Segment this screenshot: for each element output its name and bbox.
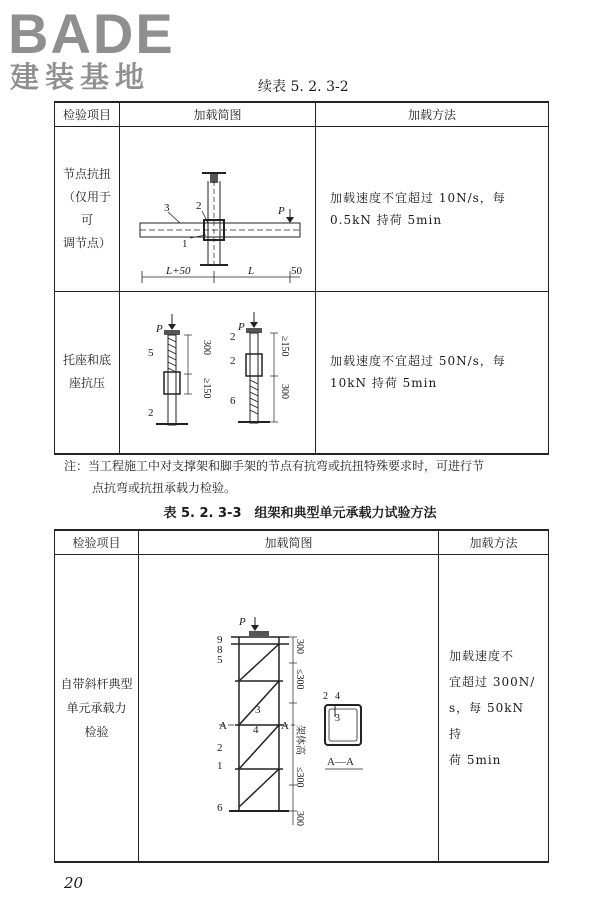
diagram-label: 5 bbox=[217, 653, 223, 666]
dimension-label: L bbox=[248, 264, 255, 277]
diagram-label: 3 bbox=[335, 712, 340, 724]
dimension-label: 300 bbox=[201, 339, 212, 355]
table-row bbox=[55, 554, 549, 862]
table1-row2-diagram-cell bbox=[120, 291, 316, 454]
table1-row2-method: 加载速度不宜超过 50N/s，每 10kN 持荷 5min bbox=[316, 291, 549, 454]
diagram-label: 3 bbox=[164, 201, 170, 214]
table1-row2-item: 托座和底 座抗压 bbox=[55, 291, 120, 454]
table2-row1-item: 自带斜杆典型 单元承载力 检验 bbox=[55, 554, 139, 862]
table1-row1-diagram-cell bbox=[120, 126, 316, 291]
table2-row1-diagram-cell bbox=[139, 554, 439, 862]
diagram-label: 9 bbox=[217, 633, 223, 646]
dimension-label: ≤300 bbox=[294, 766, 305, 787]
diagram-label: 2 bbox=[217, 741, 223, 754]
diagram-label: 3 bbox=[255, 703, 261, 716]
diagram-label: 2 bbox=[323, 690, 328, 702]
table2 bbox=[54, 529, 549, 863]
dimension-label: 300 bbox=[279, 383, 290, 399]
page-number: 20 bbox=[64, 874, 84, 892]
diagram-label: 2 bbox=[230, 354, 236, 367]
diagram-label: 6 bbox=[230, 394, 236, 407]
load-label: P bbox=[239, 615, 246, 628]
dimension-label: 300 bbox=[294, 810, 305, 826]
section-mark: A bbox=[281, 719, 289, 732]
frame-unit-diagram bbox=[139, 555, 439, 858]
table1 bbox=[54, 101, 549, 455]
table2-header-diagram: 加载简图 bbox=[139, 530, 439, 554]
diagram-label: 5 bbox=[148, 346, 154, 359]
dimension-label: 50 bbox=[291, 264, 302, 277]
table1-header-item: 检验项目 bbox=[55, 102, 120, 126]
dimension-label: 300 bbox=[294, 638, 305, 654]
base-compression-diagram bbox=[120, 292, 316, 450]
table2-header-method: 加载方法 bbox=[439, 530, 549, 554]
table1-row1-method: 加载速度不宜超过 10N/s，每 0.5kN 持荷 5min bbox=[316, 126, 549, 291]
brand-logo: BADE bbox=[8, 2, 175, 65]
table1-header-diagram: 加载简图 bbox=[120, 102, 316, 126]
diagram-label: 6 bbox=[217, 801, 223, 814]
dimension-label: ≤300 bbox=[294, 668, 305, 689]
load-label: P bbox=[238, 320, 245, 333]
dimension-label: ≥150 bbox=[279, 335, 290, 356]
diagram-label: 2 bbox=[148, 406, 154, 419]
table2-row1-method: 加载速度不 宜超过 300N/ s，每 50kN 持 荷 5min bbox=[439, 554, 549, 862]
brand-subtitle: 建装基地 bbox=[10, 60, 151, 94]
table-row bbox=[55, 291, 549, 454]
dimension-label: 架体高 bbox=[294, 724, 305, 755]
table1-row1-item: 节点抗扭 （仅用于可 调节点） bbox=[55, 126, 120, 291]
dimension-label: L+50 bbox=[166, 264, 191, 277]
table1-header-row bbox=[55, 102, 549, 126]
table1-caption: 续表 5. 2. 3-2 bbox=[258, 79, 349, 95]
diagram-label: 8 bbox=[217, 643, 223, 656]
table2-header-item: 检验项目 bbox=[55, 530, 139, 554]
diagram-label: 1 bbox=[217, 759, 223, 772]
table-row bbox=[55, 126, 549, 291]
table1-note: 注：当工程施工中对支撑架和脚手架的节点有抗弯或抗扭特殊要求时，可进行节 点抗弯或抗扭承载力检验。 bbox=[64, 459, 485, 495]
table2-caption: 表 5. 2. 3-3 组架和典型单元承载力试验方法 bbox=[163, 506, 437, 521]
diagram-label: 4 bbox=[335, 690, 340, 702]
dimension-label: ≥150 bbox=[201, 377, 212, 398]
table1-header-method: 加载方法 bbox=[316, 102, 549, 126]
diagram-label: 2 bbox=[196, 199, 202, 212]
section-mark: A bbox=[219, 719, 227, 732]
diagram-label: 1 bbox=[182, 237, 188, 250]
section-title: A—A bbox=[327, 755, 354, 768]
node-torsion-diagram bbox=[120, 127, 316, 288]
diagram-label: 2 bbox=[230, 330, 236, 343]
load-label: P bbox=[156, 322, 163, 335]
table2-header-row bbox=[55, 530, 549, 554]
load-label: P bbox=[278, 204, 285, 217]
diagram-label: 4 bbox=[253, 723, 259, 736]
